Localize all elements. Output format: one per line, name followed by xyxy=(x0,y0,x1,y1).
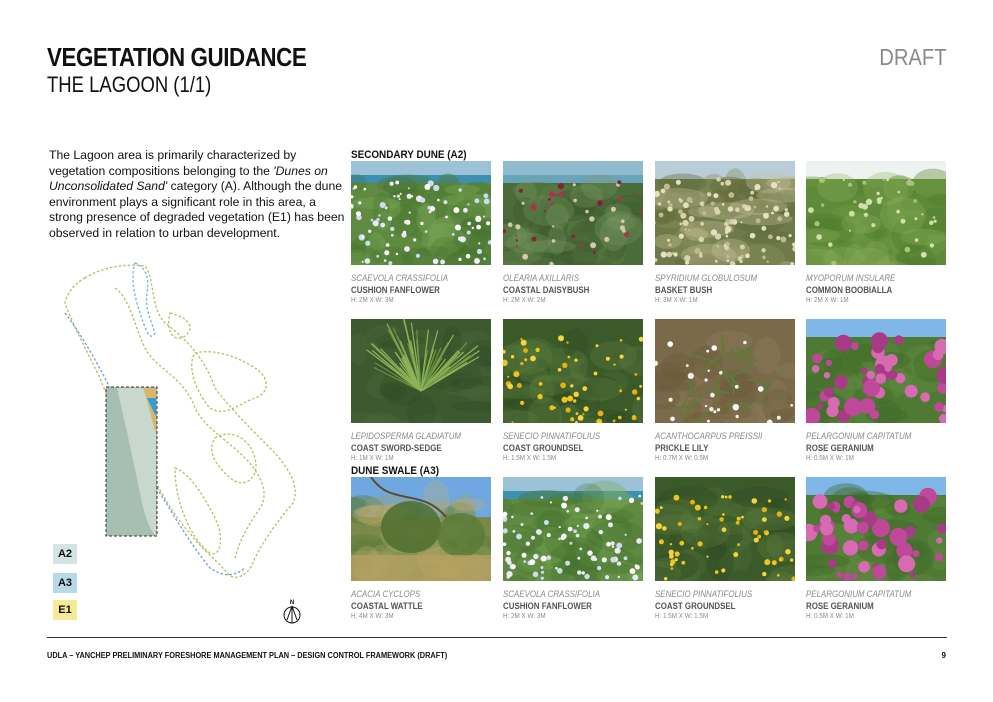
plant-dimensions: H: 3M X W: 1M xyxy=(655,297,698,304)
plant-scientific-name: LEPIDOSPERMA GLADIATUM xyxy=(351,431,462,441)
page-title: VEGETATION GUIDANCE xyxy=(47,42,307,72)
plant-photo xyxy=(503,319,643,423)
plant-card xyxy=(503,319,643,462)
draft-label: DRAFT xyxy=(879,44,947,70)
plant-dimensions: H: 0.5M X W: 1M xyxy=(806,613,854,620)
north-label: N xyxy=(289,600,295,606)
map-a3-boundary xyxy=(133,263,155,336)
plant-common-name: COAST GROUNDSEL xyxy=(655,601,736,611)
plant-dimensions: H: 0.5M X W: 1M xyxy=(806,455,854,462)
footer-divider xyxy=(47,637,947,638)
plant-photo xyxy=(503,161,643,265)
plant-photo xyxy=(503,477,643,581)
plant-common-name: COAST GROUNDSEL xyxy=(503,443,584,453)
plant-scientific-name: ACACIA CYCLOPS xyxy=(351,589,421,599)
map-contour xyxy=(192,352,267,412)
plant-card xyxy=(806,161,946,304)
plant-common-name: ROSE GERANIUM xyxy=(806,443,874,453)
plant-photo xyxy=(806,161,946,265)
section-label-dune-swale: DUNE SWALE (A3) xyxy=(351,465,440,477)
page-number: 9 xyxy=(941,651,946,660)
intro-paragraph: The Lagoon area is primarily characterized by vegetation compositions belonging to the 'Dunes on Unconsolidated Sand' category (A). Although the dune environment plays a significant role in this area, a strong presence of degraded vegetation (E1) has been observed in relation to urban development. xyxy=(49,148,345,240)
plant-card xyxy=(351,477,491,620)
plant-card xyxy=(806,477,946,620)
plant-photo xyxy=(806,319,946,423)
plant-dimensions: H: 2M X W: 2M xyxy=(503,297,546,304)
plant-common-name: COAST SWORD-SEDGE xyxy=(351,443,442,453)
plant-photo xyxy=(351,319,491,423)
legend-e1: E1 xyxy=(53,600,77,620)
plant-card xyxy=(351,319,491,462)
plant-card xyxy=(503,161,643,304)
legend-a2: A2 xyxy=(53,544,77,564)
plant-card xyxy=(655,161,795,304)
plant-photo xyxy=(655,477,795,581)
plant-dimensions: H: 1M X W: 1M xyxy=(351,455,394,462)
plant-photo xyxy=(655,319,795,423)
plant-scientific-name: SCAEVOLA CRASSIFOLIA xyxy=(503,589,600,599)
plant-dimensions: H: 2M X W: 3M xyxy=(351,297,394,304)
plant-card xyxy=(351,161,491,304)
plant-photo xyxy=(806,477,946,581)
plant-scientific-name: SCAEVOLA CRASSIFOLIA xyxy=(351,273,448,283)
plant-card xyxy=(655,477,795,620)
plant-scientific-name: SENECIO PINNATIFOLIUS xyxy=(503,431,601,441)
plant-scientific-name: MYOPORUM INSULARE xyxy=(806,273,896,283)
plant-scientific-name: PELARGONIUM CAPITATUM xyxy=(806,589,912,599)
plant-card xyxy=(806,319,946,462)
plant-scientific-name: SPYRIDIUM GLOBULOSUM xyxy=(655,273,758,283)
map-contour xyxy=(175,468,220,554)
map-outline xyxy=(65,265,295,577)
plant-dimensions: H: 0.7M X W: 0.5M xyxy=(655,455,709,462)
page-subtitle: THE LAGOON (1/1) xyxy=(47,72,212,97)
plant-scientific-name: OLEARIA AXILLARIS xyxy=(503,273,580,283)
intro-emphasis: 'Dunes on Unconsolidated Sand' xyxy=(49,163,328,194)
map-contour xyxy=(212,434,256,483)
footer-text: UDLA – YANCHEP PRELIMINARY FORESHORE MANAGEMENT PLAN – DESIGN CONTROL FRAMEWORK (DRAFT) xyxy=(47,651,448,660)
north-arrow-icon xyxy=(280,598,304,624)
plant-photo xyxy=(351,477,491,581)
plant-scientific-name: PELARGONIUM CAPITATUM xyxy=(806,431,912,441)
site-map xyxy=(55,258,305,588)
plant-common-name: CUSHION FANFLOWER xyxy=(503,601,592,611)
plant-common-name: ROSE GERANIUM xyxy=(806,601,874,611)
plant-common-name: BASKET BUSH xyxy=(655,285,713,295)
plant-photo xyxy=(351,161,491,265)
legend-a3: A3 xyxy=(53,573,77,593)
plant-common-name: COASTAL DAISYBUSH xyxy=(503,285,590,295)
plant-common-name: COMMON BOOBIALLA xyxy=(806,285,893,295)
section-label-secondary-dune: SECONDARY DUNE (A2) xyxy=(351,149,467,161)
plant-dimensions: H: 4M X W: 3M xyxy=(351,613,394,620)
plant-dimensions: H: 1.5M X W: 1.5M xyxy=(503,455,557,462)
plant-dimensions: H: 1.5M X W: 1.5M xyxy=(655,613,709,620)
plant-common-name: COASTAL WATTLE xyxy=(351,601,423,611)
plant-scientific-name: SENECIO PINNATIFOLIUS xyxy=(655,589,753,599)
plant-common-name: CUSHION FANFLOWER xyxy=(351,285,440,295)
plant-dimensions: H: 2M X W: 3M xyxy=(503,613,546,620)
plant-dimensions: H: 2M X W: 1M xyxy=(806,297,849,304)
plant-scientific-name: ACANTHOCARPUS PREISSII xyxy=(655,431,763,441)
plant-common-name: PRICKLE LILY xyxy=(655,443,709,453)
plant-card xyxy=(503,477,643,620)
plant-card xyxy=(655,319,795,462)
plant-photo xyxy=(655,161,795,265)
